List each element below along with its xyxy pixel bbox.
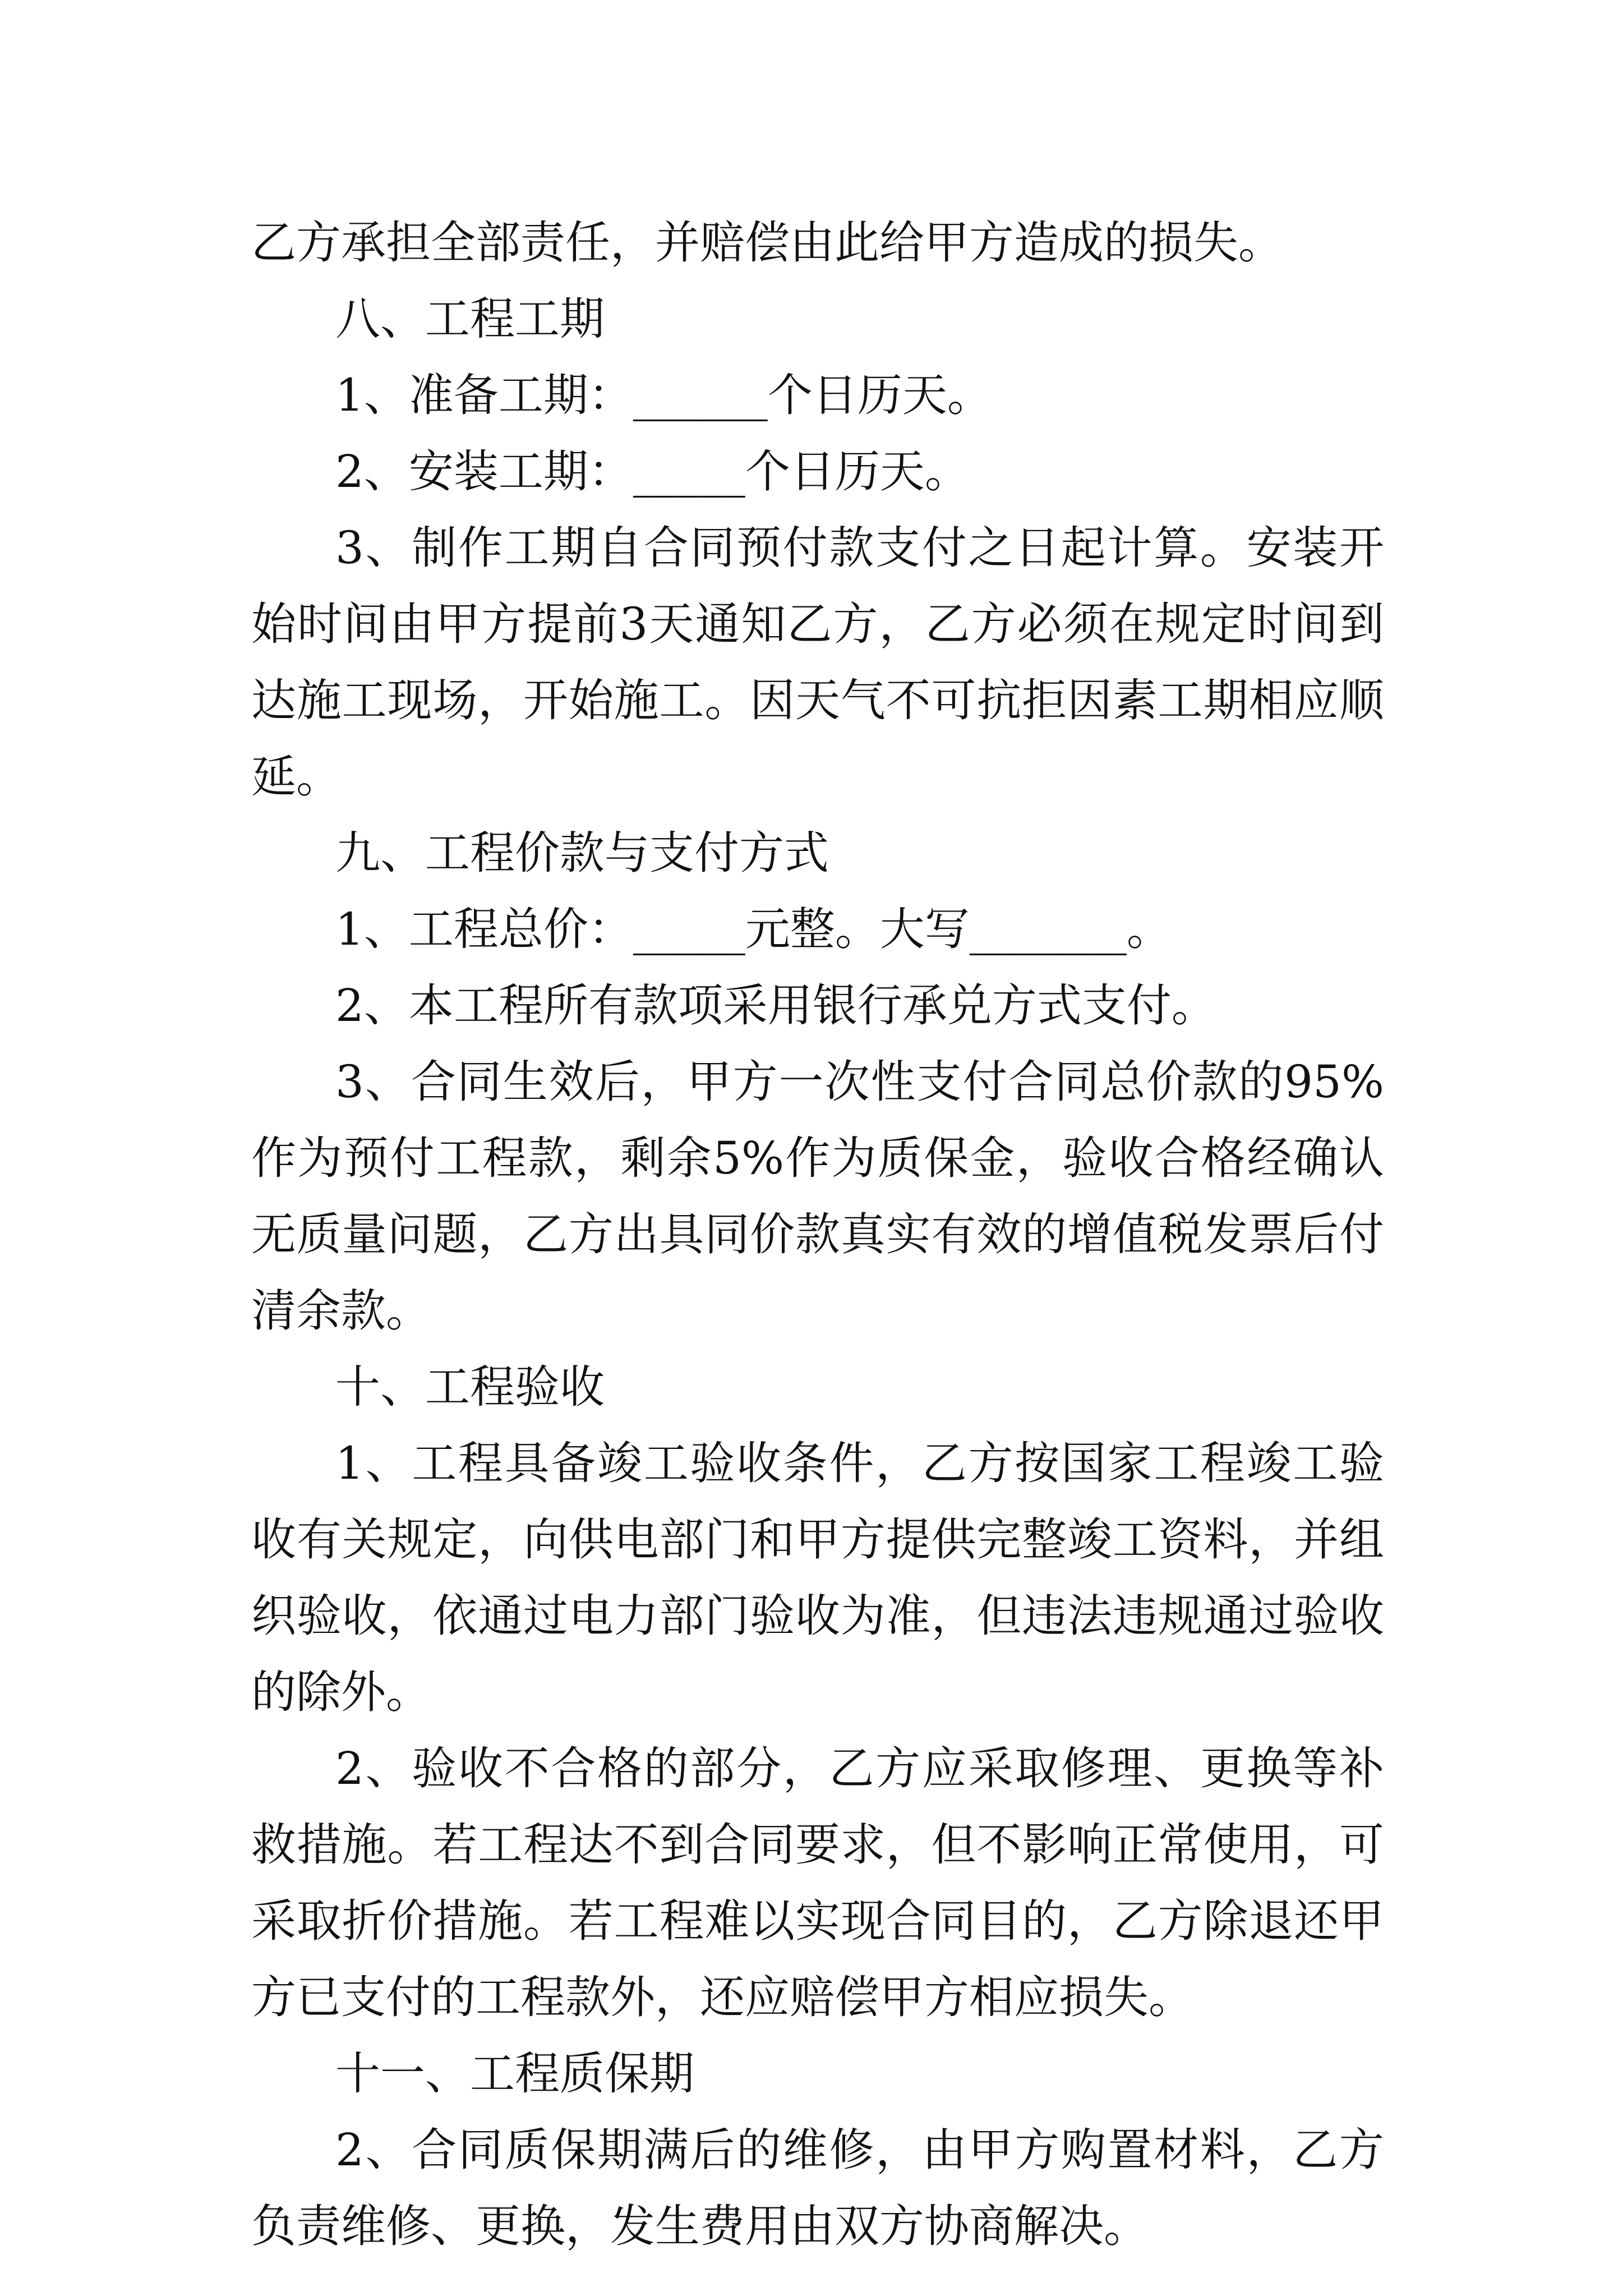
paragraph-period-calculation: 3、制作工期自合同预付款支付之日起计算。安装开始时间由甲方提前3天通知乙方，乙方必须在规定时间到达施工现场，开始施工。因天气不可抗拒因素工期相应顺延。: [251, 522, 1384, 803]
document-body: [251, 205, 1384, 2265]
paragraph-continuation: 乙方承担全部责任，并赔偿由此给甲方造成的损失。: [251, 217, 1283, 269]
paragraph-acceptance-failure: 2、验收不合格的部分，乙方应采取修理、更换等补救措施。若工程达不到合同要求，但不影响正常使用，可采取折价措施。若工程难以实现合同目的，乙方除退还甲方已支付的工程款外，还应赔偿甲方相应损失。: [251, 1742, 1384, 2023]
section-heading-construction-period: 八、工程工期: [335, 293, 605, 345]
paragraph-acceptance-conditions: 1、工程具备竣工验收条件，乙方按国家工程竣工验收有关规定，向供电部门和甲方提供完整竣工资料，并组织验收，依通过电力部门验收为准，但违法违规通过验收的除外。: [251, 1437, 1384, 1718]
section-heading-warranty: 十一、工程质保期: [335, 2047, 694, 2100]
paragraph-prep-period: 1、准备工期：______个日历天。: [335, 369, 992, 421]
paragraph-total-price: 1、工程总价：_____元整。大写_______。: [335, 903, 1172, 955]
section-heading-acceptance: 十、工程验收: [335, 1361, 605, 1413]
paragraph-prepayment: 3、合同生效后，甲方一次性支付合同总价款的95%作为预付工程款，剩余5%作为质保金，验收合格经确认无质量问题，乙方出具同价款真实有效的增值税发票后付清余款。: [251, 1056, 1384, 1337]
paragraph-payment-method: 2、本工程所有款项采用银行承兑方式支付。: [335, 979, 1216, 1032]
paragraph-install-period: 2、安装工期：_____个日历天。: [335, 445, 970, 498]
section-heading-price-payment: 九、工程价款与支付方式: [335, 827, 829, 879]
paragraph-post-warranty-repair: 2、合同质保期满后的维修，由甲方购置材料，乙方负责维修、更换，发生费用由双方协商解决。: [251, 2124, 1384, 2252]
